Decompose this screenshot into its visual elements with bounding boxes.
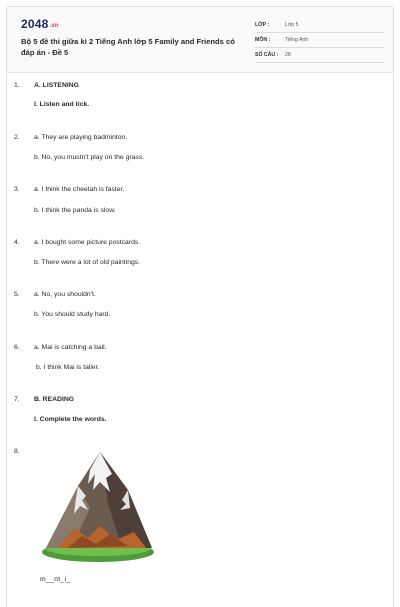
instruction-text: I. Complete the words. <box>34 416 107 423</box>
meta-class-value: Lớp 5 <box>285 22 299 28</box>
question-number: 8. <box>14 448 20 455</box>
logo-text: 2048 <box>21 17 49 31</box>
question-number: 6. <box>14 344 20 351</box>
meta-count-row <box>255 49 385 63</box>
question-number: 3. <box>14 186 20 193</box>
line-b: b. I think the panda is slow. <box>34 207 116 214</box>
question-number: 7. <box>14 396 20 403</box>
document-title: Bộ 5 đề thi giữa kì 2 Tiếng Anh lớp 5 Family and Friends có đáp án - Đề 5 <box>21 37 235 57</box>
meta-count-label: SỐ CÂU : <box>255 52 279 58</box>
line-a: a. Mai is catching a ball. <box>34 344 107 351</box>
worksheet-header <box>7 7 393 73</box>
logo-suffix: .vn <box>49 23 59 29</box>
line-a: a. They are playing badminton. <box>34 134 128 141</box>
meta-count-value: 28 <box>285 52 291 58</box>
line-b: b. I think Mai is taller. <box>36 364 100 371</box>
meta-class-label: LỚP : <box>255 22 270 28</box>
line-a: a. I think the cheetah is faster. <box>34 186 125 193</box>
mountain-image <box>38 448 158 566</box>
question-number: 1. <box>14 82 20 89</box>
question-number: 4. <box>14 239 20 246</box>
meta-subject-value: Tiếng Anh <box>285 37 309 43</box>
line-b: b. You should study hard. <box>34 311 111 318</box>
section-heading: B. READING <box>34 396 75 403</box>
line-b: b. No, you mustn't play on the grass. <box>34 154 145 161</box>
instruction-text: I. Listen and tick. <box>34 101 90 108</box>
line-a: a. No, you shouldn't. <box>34 291 96 298</box>
site-logo[interactable] <box>21 17 59 31</box>
answer-blank: m__nt_i_ <box>40 576 71 583</box>
meta-class-row <box>255 19 385 33</box>
question-number: 5. <box>14 291 20 298</box>
line-b: b. There were a lot of old paintings. <box>34 259 141 266</box>
line-a: a. I bought some picture postcards. <box>34 239 141 246</box>
question-number: 2. <box>14 134 20 141</box>
meta-subject-label: MÔN : <box>255 37 271 43</box>
section-heading: A. LISTENING <box>34 82 79 89</box>
meta-subject-row <box>255 34 385 48</box>
